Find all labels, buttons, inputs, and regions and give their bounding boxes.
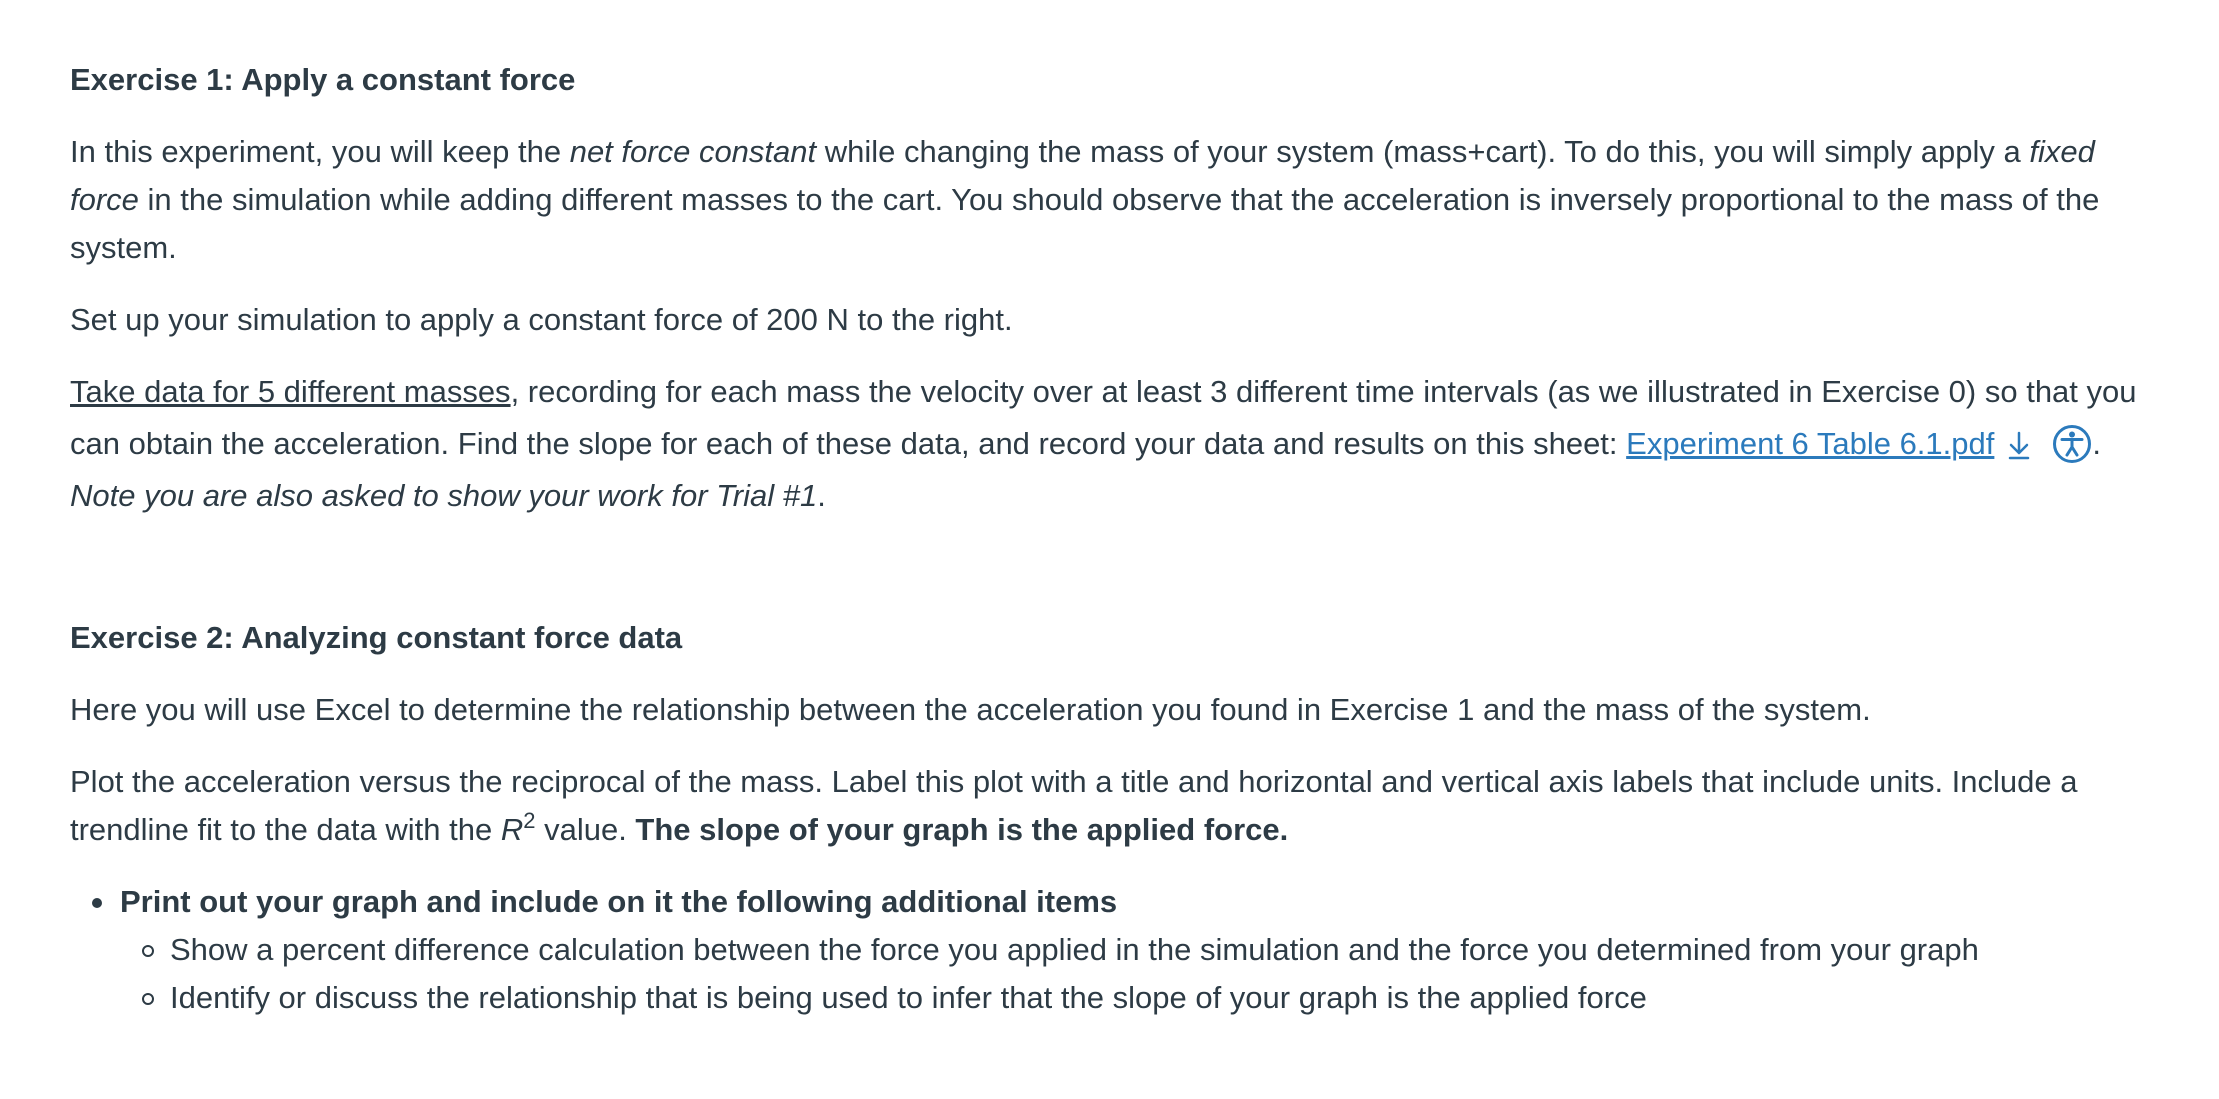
exercise-2-heading: Exercise 2: Analyzing constant force data <box>70 620 683 655</box>
sub-list-item <box>70 926 1979 974</box>
superscript-two: 2 <box>523 808 536 833</box>
exercise-1-paragraph-1-line-2 <box>70 176 2099 224</box>
text-segment: , recording for each mass the velocity over at least 3 different time intervals (as we illustrated in Exercise 0) so that you <box>510 374 2137 409</box>
exercise-1-heading: Exercise 1: Apply a constant force <box>70 62 576 97</box>
exercise-1-paragraph-1-line-1 <box>70 128 2095 176</box>
text-segment: trendline fit to the data with the <box>70 812 501 847</box>
exercise-1-paragraph-1-line-3: system. <box>70 230 177 265</box>
text-segment: value. <box>535 812 636 847</box>
exercise-2-paragraph-1: Here you will use Excel to determine the relationship between the acceleration you found in Exercise 1 and the mass of the system. <box>70 692 1871 727</box>
sub-list-item-text: Show a percent difference calculation between the force you applied in the simulation and the force you determined from your graph <box>170 932 1979 967</box>
accessibility-icon[interactable] <box>2052 424 2092 478</box>
text-segment: while changing the mass of your system (mass+cart). To do this, you will simply apply a <box>816 134 2030 169</box>
emphasis-net-force: net force constant <box>569 134 817 169</box>
list-item <box>70 878 1979 926</box>
exercise-2-paragraph-2-line-2 <box>70 806 1288 854</box>
exercise-1-paragraph-3-line-3 <box>70 472 826 520</box>
exercise-1-paragraph-3-line-2 <box>70 420 2101 478</box>
sub-list-item-text: Identify or discuss the relationship that is being used to infer that the slope of your graph is the applied force <box>170 980 1647 1015</box>
text-segment: can obtain the acceleration. Find the slope for each of these data, and record your data and results on this sheet: <box>70 426 1627 461</box>
list-item-text: Print out your graph and include on it the following additional items <box>120 884 1118 919</box>
underlined-instruction: Take data for 5 different masses <box>70 374 511 409</box>
exercise-1-paragraph-2: Set up your simulation to apply a constant force of 200 N to the right. <box>70 302 1013 337</box>
text-segment: in the simulation while adding different masses to the cart. You should observe that the acceleration is inversely proportional to the mass of the <box>138 182 2100 217</box>
exercise-2-paragraph-2-line-1: Plot the acceleration versus the reciprocal of the mass. Label this plot with a title and horizontal and vertical axis labels that include units. Include a <box>70 764 2078 799</box>
emphasis-force: force <box>70 182 139 217</box>
text-segment: . <box>2092 426 2101 461</box>
experiment-table-link[interactable]: Experiment 6 Table 6.1.pdf <box>1626 426 1995 461</box>
exercise-1-paragraph-3-line-1 <box>70 368 2137 416</box>
bold-statement: The slope of your graph is the applied force. <box>635 812 1289 847</box>
download-icon[interactable] <box>2006 426 2032 474</box>
text-segment: . <box>817 478 826 513</box>
text-segment: In this experiment, you will keep the <box>70 134 570 169</box>
requirements-list <box>70 878 1979 1022</box>
emphasis-note: Note you are also asked to show your work for Trial #1 <box>70 478 818 513</box>
sub-list-item <box>70 974 1979 1022</box>
r-squared-symbol: R <box>500 812 524 847</box>
emphasis-fixed: fixed <box>2029 134 2095 169</box>
